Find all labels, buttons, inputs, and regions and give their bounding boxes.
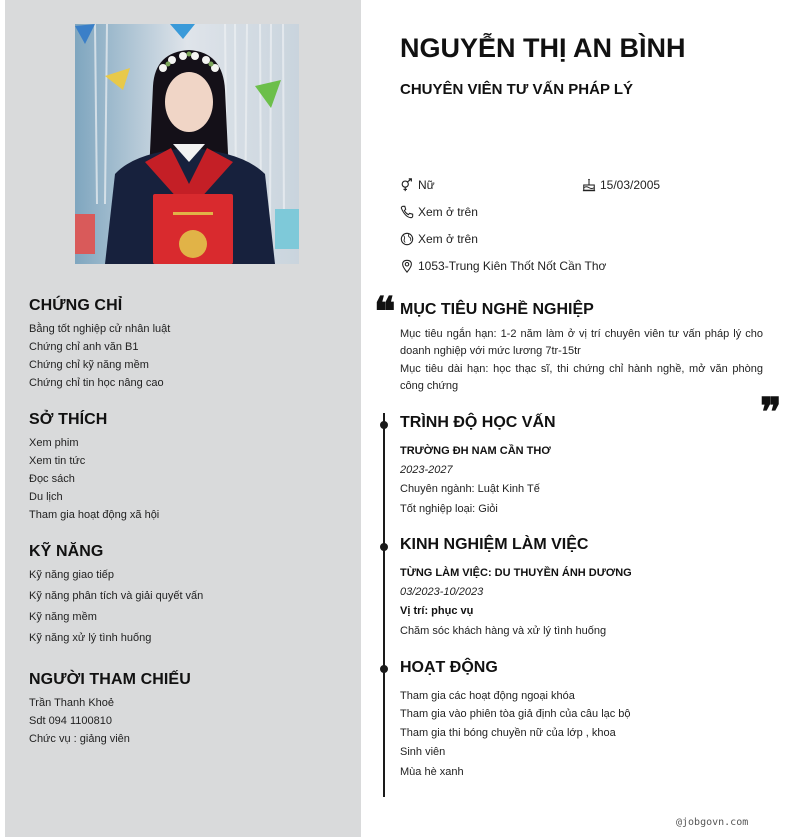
hobbies-section [29, 411, 349, 527]
experience-company: TỪNG LÀM VIỆC: DU THUYỀN ÁNH DƯƠNG [400, 567, 632, 579]
objective-heading: MỤC TIÊU NGHỀ NGHIỆP [400, 301, 594, 318]
activity-item: Mùa hè xanh [400, 766, 464, 778]
birthdate-value: 15/03/2005 [600, 178, 661, 192]
website-value: Xem ở trên [418, 232, 478, 246]
certificate-item: Chứng chỉ anh văn B1 [29, 341, 139, 353]
activity-item: Sinh viên [400, 746, 446, 758]
certificates-heading: CHỨNG CHỈ [29, 297, 123, 314]
hobby-item: Xem tin tức [29, 455, 86, 467]
certificate-item: Chứng chỉ kỹ năng mềm [29, 359, 149, 371]
reference-item: Trần Thanh Khoẻ [29, 697, 115, 709]
experience-period: 03/2023-10/2023 [400, 586, 484, 598]
experience-heading: KINH NGHIỆM LÀM VIỆC [400, 536, 589, 553]
address-info [400, 259, 606, 273]
candidate-title: CHUYÊN VIÊN TƯ VẤN PHÁP LÝ [400, 81, 634, 98]
graduation-portrait-image [75, 24, 299, 264]
activities-heading: HOẠT ĐỘNG [400, 659, 498, 676]
birthdate-info [582, 178, 660, 192]
certificates-section [29, 297, 349, 395]
objective-long-term: Mục tiêu dài hạn: học thạc sĩ, thi chứng chỉ hành nghề, mở văn phòng công chứng [400, 363, 763, 392]
hobby-item: Đọc sách [29, 473, 75, 485]
cake-icon [582, 178, 596, 192]
phone-info [400, 205, 478, 219]
certificates-list [29, 323, 349, 395]
phone-icon [400, 205, 414, 219]
website-info [400, 232, 478, 246]
skill-item: Kỹ năng mềm [29, 611, 97, 623]
hobby-item: Du lịch [29, 491, 63, 503]
close-quote-mark: ❞ [760, 389, 782, 436]
references-section [29, 671, 349, 751]
skill-item: Kỹ năng giao tiếp [29, 569, 115, 581]
gender-value: Nữ [418, 178, 435, 192]
gender-icon [400, 178, 414, 192]
timeline-dot [380, 421, 388, 429]
open-quote-mark: ❝ [374, 288, 396, 335]
certificate-item: Chứng chỉ tin học nâng cao [29, 377, 164, 389]
objective-short-term: Mục tiêu ngắn hạn: 1-2 năm làm ở vị trí chuyên viên tư vấn pháp lý cho doanh nghiệp với mức lương 7tr-15tr [400, 328, 763, 357]
address-value: 1053-Trung Kiên Thốt Nốt Cần Thơ [418, 259, 607, 273]
skill-item: Kỹ năng xử lý tình huống [29, 632, 152, 644]
hobbies-heading: SỞ THÍCH [29, 411, 108, 428]
phone-value: Xem ở trên [418, 205, 478, 219]
references-heading: NGƯỜI THAM CHIẾU [29, 671, 191, 688]
globe-icon [400, 232, 414, 246]
timeline-line [383, 413, 385, 797]
education-grade: Tốt nghiệp loại: Giỏi [400, 503, 498, 515]
location-pin-icon [400, 259, 414, 273]
experience-description: Chăm sóc khách hàng và xử lý tình huống [400, 625, 607, 637]
education-school: TRƯỜNG ĐH NAM CẦN THƠ [400, 445, 551, 457]
references-list [29, 697, 349, 751]
timeline-dot [380, 665, 388, 673]
experience-position: Vị trí: phục vụ [400, 605, 474, 617]
candidate-name: NGUYỄN THỊ AN BÌNH [400, 33, 686, 63]
watermark: @jobgovn.com [676, 817, 749, 828]
reference-item: Chức vụ : giảng viên [29, 733, 130, 745]
hobbies-list [29, 437, 349, 527]
education-heading: TRÌNH ĐỘ HỌC VẤN [400, 414, 556, 431]
reference-item: Sdt 094 1100810 [29, 715, 112, 727]
timeline-dot [380, 543, 388, 551]
activity-item: Tham gia các hoạt động ngoại khóa [400, 690, 575, 702]
profile-photo [75, 24, 299, 264]
activity-item: Tham gia thi bóng chuyền nữ của lớp , khoa [400, 727, 616, 739]
education-period: 2023-2027 [400, 464, 453, 476]
hobby-item: Tham gia hoạt động xã hội [29, 509, 160, 521]
skill-item: Kỹ năng phân tích và giải quyết vấn [29, 590, 204, 602]
education-major: Chuyên ngành: Luật Kinh Tế [400, 483, 540, 495]
certificate-item: Bằng tốt nghiệp cử nhân luật [29, 323, 171, 335]
skills-list [29, 569, 349, 653]
skills-section [29, 543, 349, 653]
hobby-item: Xem phim [29, 437, 79, 449]
gender-info [400, 178, 435, 192]
skills-heading: KỸ NĂNG [29, 543, 104, 560]
activity-item: Tham gia vào phiên tòa giả định của câu lạc bộ [400, 708, 631, 720]
